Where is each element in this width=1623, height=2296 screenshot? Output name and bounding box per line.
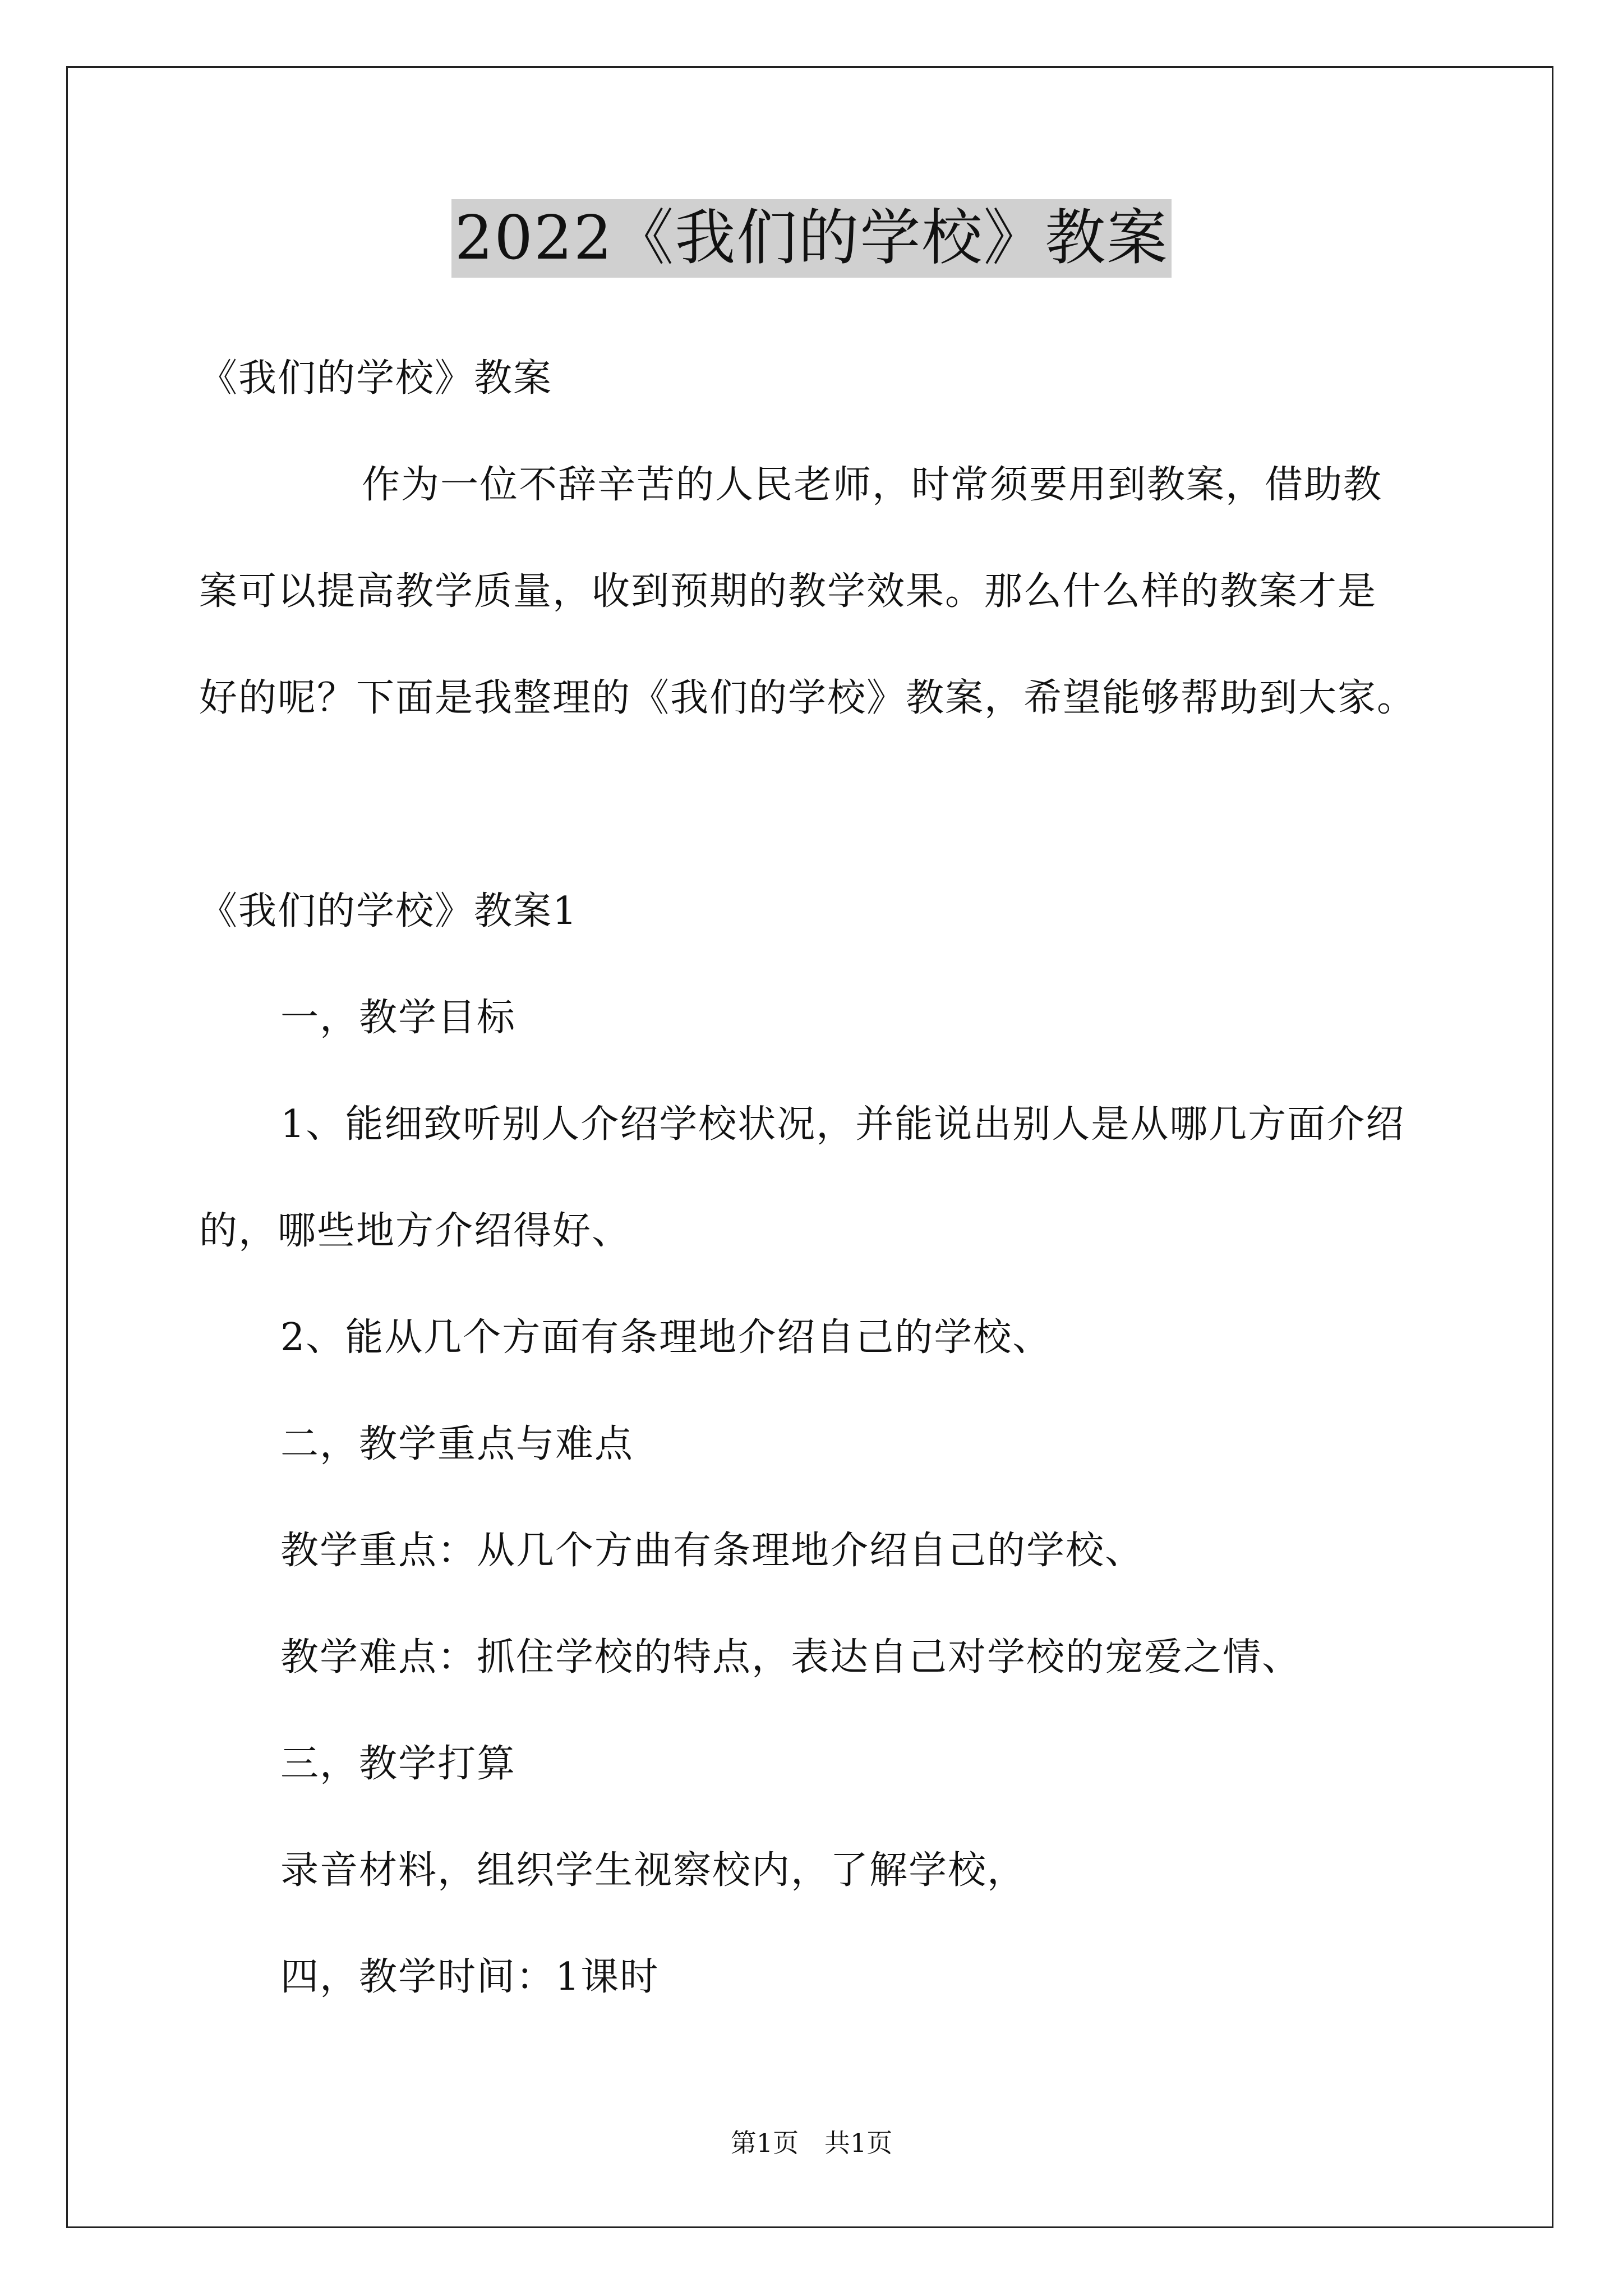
document-subtitle: 《我们的学校》教案: [199, 356, 553, 401]
content-line-10: 四，教学时间：1课时: [280, 1955, 660, 1999]
section-heading: 《我们的学校》教案1: [199, 889, 578, 933]
content-line-8: 三，教学打算: [280, 1742, 517, 1786]
content-line-3: 的，哪些地方介绍得好、: [199, 1209, 631, 1253]
content-line-5: 二，教学重点与难点: [280, 1422, 634, 1466]
document-title: 2022《我们的学校》教案: [451, 199, 1172, 278]
intro-line-1: 作为一位不辞辛苦的人民老师，时常须要用到教案，借助教: [362, 463, 1383, 507]
content-line-2: 1、能细致听别人介绍学校状况，并能说出别人是从哪几方面介绍: [280, 1102, 1405, 1147]
intro-line-2: 案可以提高教学质量，收到预期的教学效果。那么什么样的教案才是: [199, 569, 1377, 614]
content-line-9: 录音材料，组织学生视察校内，了解学校，: [280, 1848, 1027, 1893]
content-line-4: 2、能从几个方面有条理地介绍自己的学校、: [280, 1315, 1052, 1360]
title-container: [0, 199, 1623, 278]
content-line-7: 教学难点：抓住学校的特点，表达自己对学校的宠爱之情、: [280, 1635, 1302, 1680]
content-line-6: 教学重点：从几个方曲有条理地介绍自己的学校、: [280, 1529, 1145, 1573]
intro-line-3: 好的呢？下面是我整理的《我们的学校》教案，希望能够帮助到大家。: [199, 676, 1417, 720]
page-number-footer: 第1页 共1页: [730, 2128, 893, 2158]
content-line-1: 一，教学目标: [280, 996, 517, 1040]
